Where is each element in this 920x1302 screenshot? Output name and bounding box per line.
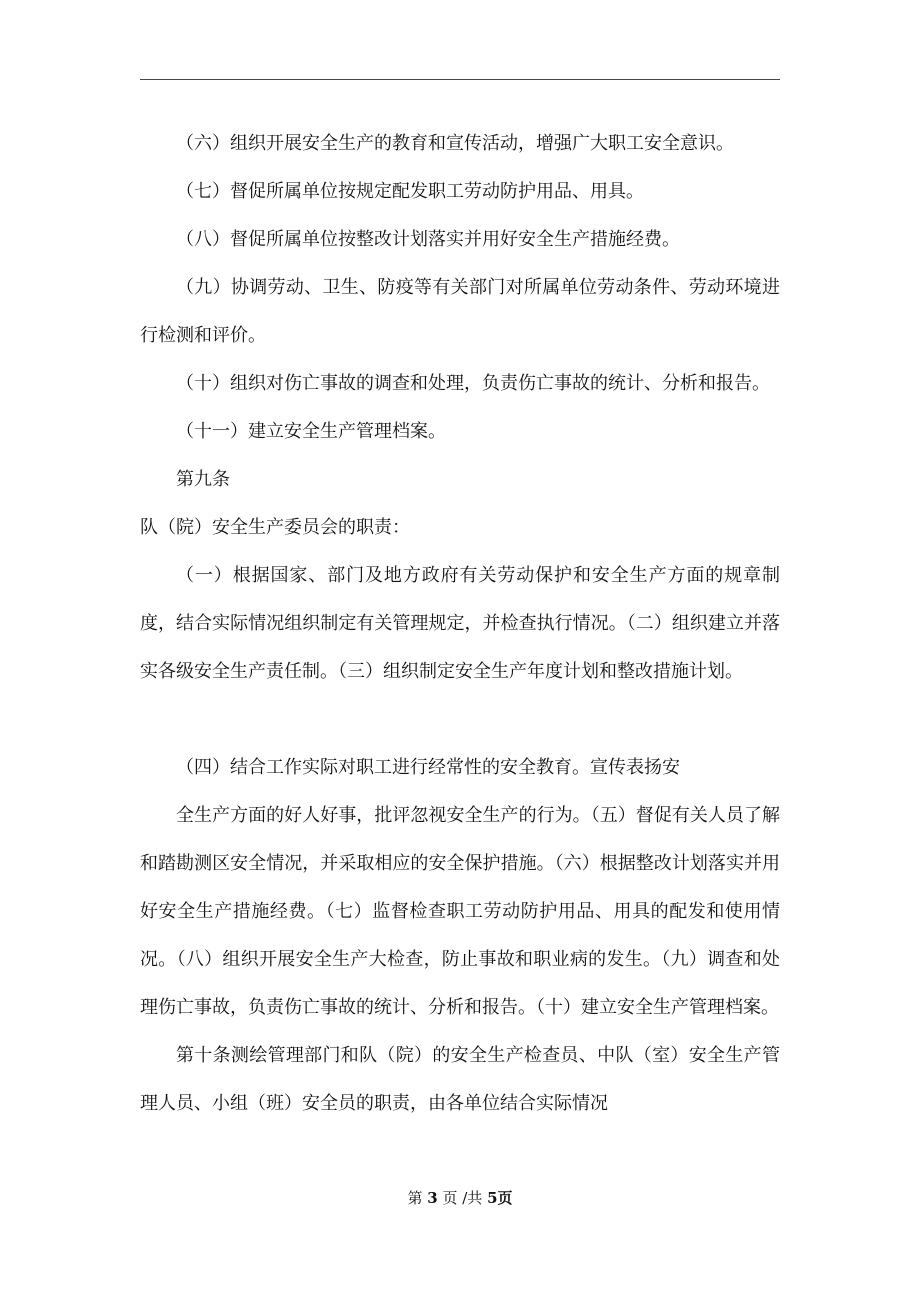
paragraph-item-10: （十）组织对伤亡事故的调查和处理，负责伤亡事故的统计、分析和报告。 (176, 373, 770, 394)
footer-middle: 页 /共 (442, 1189, 483, 1207)
header-rule (140, 79, 780, 80)
committee-duties-paragraph: （一）根据国家、部门及地方政府有关劳动保护和安全生产方面的规章制度，结合实际情况组织制定有关管理规定，并检查执行情况。（二）组织建立并落实各级安全生产责任制。（三）组织制定安全生产年度计划和整改措施计划。 (140, 565, 780, 682)
page-footer (0, 1186, 920, 1210)
paragraph-item-11: （十一）建立安全生产管理档案。 (176, 421, 446, 442)
document-body (140, 120, 780, 1128)
paragraph-item-8: （八）督促所属单位按整改计划落实并用好安全生产措施经费。 (176, 229, 680, 250)
article-10-paragraph: 第十条测绘管理部门和队（院）的安全生产检查员、中队（室）安全生产管理人员、小组（班）安全员的职责，由各单位结合实际情况 (140, 1045, 780, 1114)
committee-duty-4: （四）结合工作实际对职工进行经常性的安全教育。宣传表扬安 (176, 757, 680, 778)
footer-suffix: 页 (497, 1189, 513, 1207)
paragraph-item-6: （六）组织开展安全生产的教育和宣传活动，增强广大职工安全意识。 (176, 133, 734, 154)
footer-total-pages: 5 (487, 1189, 498, 1207)
footer-page-number: 3 (427, 1189, 438, 1207)
paragraph-item-7: （七）督促所属单位按规定配发职工劳动防护用品、用具。 (176, 181, 644, 202)
footer-prefix: 第 (407, 1189, 423, 1207)
committee-duties-heading: 队（院）安全生产委员会的职责： (140, 517, 410, 538)
article-heading-9: 第九条 (176, 469, 230, 490)
committee-duties-continued: 全生产方面的好人好事，批评忽视安全生产的行为。（五）督促有关人员了解和踏勘测区安全情况，并采取相应的安全保护措施。（六）根据整改计划落实并用好安全生产措施经费。（七）监督检查职工劳动防护用品、用具的配发和使用情况。（八）组织开展安全生产大检查，防止事故和职业病的发生。（九）调查和处理伤亡事故，负责伤亡事故的统计、分析和报告。（十）建立安全生产管理档案。 (140, 805, 780, 1018)
paragraph-item-9: （九）协调劳动、卫生、防疫等有关部门对所属单位劳动条件、劳动环境进行检测和评价。 (140, 277, 780, 346)
